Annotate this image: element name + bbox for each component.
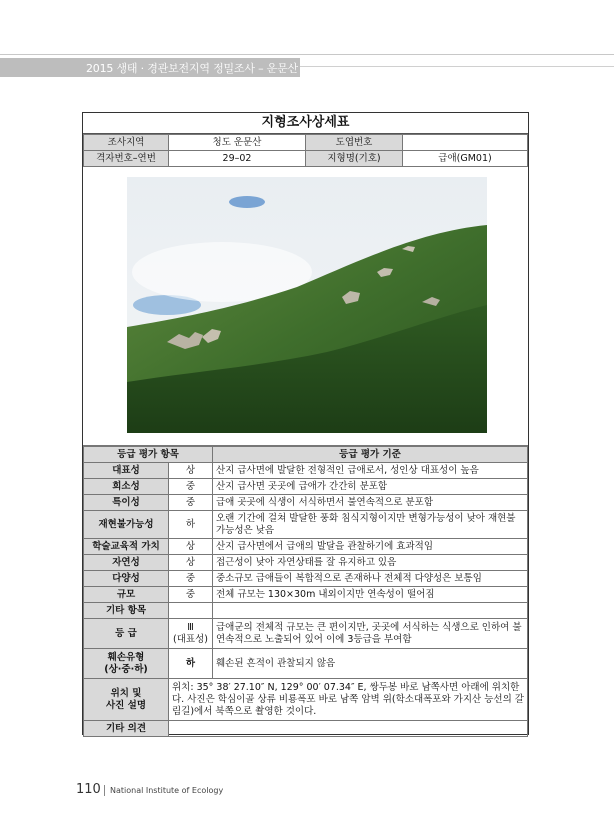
row-label: 다양성 (84, 571, 169, 587)
row-label: 재현불가능성 (84, 511, 169, 539)
row-desc: 오랜 기간에 걸쳐 발달한 풍화 침식지형이지만 변형가능성이 낮아 재현불가능성은 낮음 (213, 511, 528, 539)
landform-value: 급애(GM01) (403, 151, 528, 167)
row-level: 중 (169, 587, 213, 603)
row-level: 중 (169, 495, 213, 511)
grade-label: 등 급 (84, 619, 169, 649)
damage-desc: 훼손된 흔적이 관찰되지 않음 (213, 649, 528, 679)
location-label-cell (84, 679, 169, 721)
row-label: 특이성 (84, 495, 169, 511)
grade-desc: 급애군의 전체적 규모는 큰 편이지만, 곳곳에 서식하는 식생으로 인하여 불연속적으로 노출되어 있어 이에 3등급을 부여함 (213, 619, 528, 649)
row-desc: 중소규모 급애들이 복합적으로 존재하나 전체적 다양성은 보통임 (213, 571, 528, 587)
survey-area-label: 조사지역 (84, 135, 169, 151)
map-no-label: 도엽번호 (306, 135, 403, 151)
survey-area-value: 청도 운문산 (169, 135, 306, 151)
grid-value: 29–02 (169, 151, 306, 167)
other-desc (169, 721, 528, 737)
row-label: 자연성 (84, 555, 169, 571)
grade-level-cell (169, 619, 213, 649)
photo-cell (83, 167, 528, 446)
evaluation-table (83, 446, 528, 737)
row-label: 규모 (84, 587, 169, 603)
location-label-sub: 사진 설명 (105, 699, 146, 711)
header-rule (0, 54, 614, 55)
header-line (300, 66, 614, 67)
cliff-photo (127, 177, 487, 433)
row-desc: 산지 급사면 곳곳에 급애가 간간히 분포함 (213, 479, 528, 495)
map-no-value (403, 135, 528, 151)
row-label: 학술교육적 가치 (84, 539, 169, 555)
row-level: 상 (169, 555, 213, 571)
damage-level: 하 (169, 649, 213, 679)
grade-level-sub: (대표성) (173, 633, 208, 645)
row-desc (213, 603, 528, 619)
footer-org: National Institute of Ecology (110, 786, 224, 795)
row-level: 상 (169, 539, 213, 555)
location-desc: 위치: 35° 38′ 27.10″ N, 129° 00′ 07.34″ E, 쌍두봉 바로 남쪽사면 아래에 위치한다. 사진은 학심이골 상류 비룡폭포 바로 남쪽 암벽 위(학소대폭포와 가지산 능선의 갈림길)에서 북쪽으로 촬영한 것이다. (169, 679, 528, 721)
damage-label-cell (84, 649, 169, 679)
sheet-title: 지형조사상세표 (83, 113, 528, 134)
grade-level: Ⅲ (187, 621, 194, 633)
row-label: 기타 항목 (84, 603, 169, 619)
row-label: 대표성 (84, 463, 169, 479)
eval-item-header: 등급 평가 항목 (84, 447, 213, 463)
terrain-survey-sheet (82, 112, 529, 735)
damage-label: 훼손유형 (107, 651, 145, 663)
row-level (169, 603, 213, 619)
page-number: 110 (76, 782, 101, 797)
row-level: 중 (169, 479, 213, 495)
row-desc: 급애 곳곳에 식생이 서식하면서 불연속적으로 분포함 (213, 495, 528, 511)
other-label: 기타 의견 (84, 721, 169, 737)
row-label: 희소성 (84, 479, 169, 495)
landform-label: 지형명(기호) (306, 151, 403, 167)
row-desc: 전체 규모는 130×30m 내외이지만 연속성이 떨어짐 (213, 587, 528, 603)
running-title: 2015 생태 · 경관보전지역 정밀조사 – 운문산 (86, 62, 298, 75)
row-level: 중 (169, 571, 213, 587)
eval-criteria-header: 등급 평가 기준 (213, 447, 528, 463)
row-desc: 접근성이 낮아 자연상태를 잘 유지하고 있음 (213, 555, 528, 571)
damage-label-sub: (상·중·하) (104, 663, 148, 675)
grid-label: 격자번호–연번 (84, 151, 169, 167)
location-label: 위치 및 (110, 687, 142, 699)
row-level: 상 (169, 463, 213, 479)
footer-divider (104, 785, 105, 796)
meta-table (83, 134, 528, 167)
row-desc: 산지 급사면에서 급애의 발달을 관찰하기에 효과적임 (213, 539, 528, 555)
row-desc: 산지 급사면에 발달한 전형적인 급애로서, 성인상 대표성이 높음 (213, 463, 528, 479)
row-level: 하 (169, 511, 213, 539)
